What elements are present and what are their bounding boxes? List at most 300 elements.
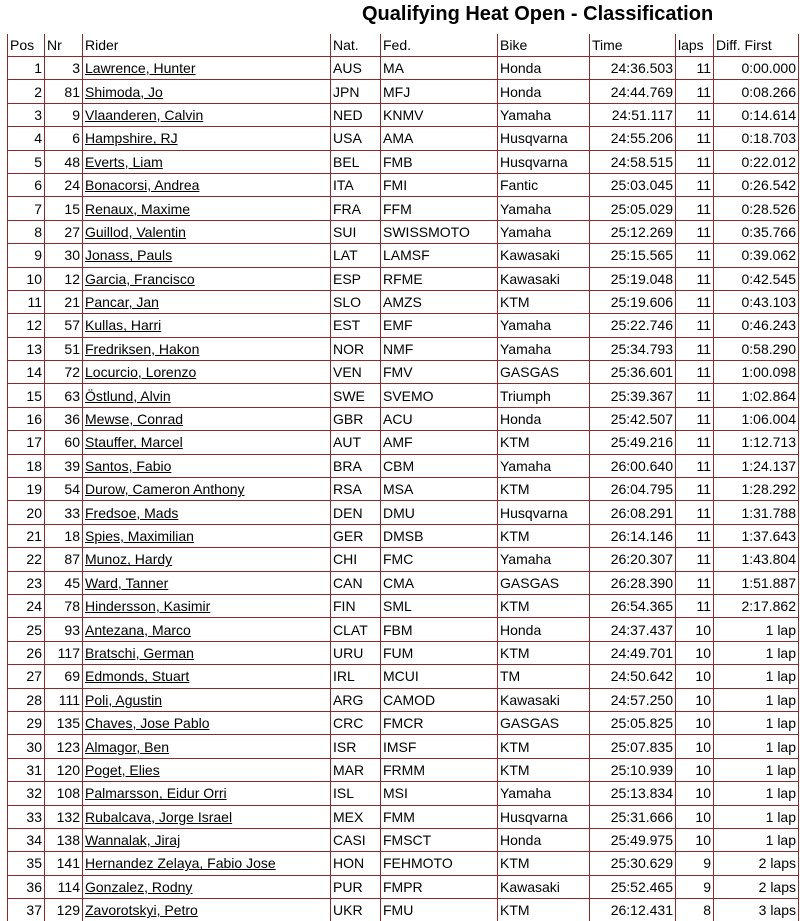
cell-nat: CLAT bbox=[331, 617, 381, 640]
cell-fed: FMU bbox=[381, 898, 498, 921]
cell-nat: LAT bbox=[331, 243, 381, 266]
table-row bbox=[7, 290, 799, 313]
cell-diff: 1 lap bbox=[714, 688, 799, 711]
cell-pos: 9 bbox=[7, 243, 45, 266]
cell-fed: RFME bbox=[381, 267, 498, 290]
rider-link[interactable]: Almagor, Ben bbox=[85, 738, 170, 755]
table-row bbox=[7, 641, 799, 664]
cell-time: 25:31.666 bbox=[590, 805, 676, 828]
table-row bbox=[7, 524, 799, 547]
cell-diff: 1:51.887 bbox=[714, 571, 799, 594]
cell-nr: 135 bbox=[45, 711, 83, 734]
cell-diff: 0:35.766 bbox=[714, 220, 799, 243]
cell-bike: Yamaha bbox=[498, 547, 590, 570]
cell-diff: 1:31.788 bbox=[714, 500, 799, 523]
table-row bbox=[7, 477, 799, 500]
cell-time: 26:28.390 bbox=[590, 571, 676, 594]
table-row bbox=[7, 688, 799, 711]
cell-laps: 10 bbox=[676, 664, 714, 687]
cell-nr: 123 bbox=[45, 734, 83, 757]
cell-laps: 11 bbox=[676, 430, 714, 453]
cell-pos: 33 bbox=[7, 805, 45, 828]
cell-fed: DMSB bbox=[381, 524, 498, 547]
cell-nat: NED bbox=[331, 103, 381, 126]
cell-fed: AMZS bbox=[381, 290, 498, 313]
cell-nr: 18 bbox=[45, 524, 83, 547]
cell-nat: AUT bbox=[331, 430, 381, 453]
rider-link[interactable]: Hampshire, RJ bbox=[85, 130, 178, 147]
cell-bike: Kawasaki bbox=[498, 267, 590, 290]
col-header-pos: Pos bbox=[7, 34, 45, 56]
cell-nr: 111 bbox=[45, 688, 83, 711]
cell-time: 25:15.565 bbox=[590, 243, 676, 266]
cell-diff: 1:43.804 bbox=[714, 547, 799, 570]
cell-pos: 12 bbox=[7, 313, 45, 336]
table-row bbox=[7, 571, 799, 594]
cell-fed: IMSF bbox=[381, 734, 498, 757]
cell-laps: 11 bbox=[676, 56, 714, 79]
cell-laps: 11 bbox=[676, 150, 714, 173]
cell-rider bbox=[83, 196, 331, 219]
cell-rider bbox=[83, 173, 331, 196]
cell-time: 24:49.701 bbox=[590, 641, 676, 664]
rider-link[interactable]: Shimoda, Jo bbox=[85, 83, 163, 100]
cell-fed: FMI bbox=[381, 173, 498, 196]
cell-time: 24:37.437 bbox=[590, 617, 676, 640]
cell-bike: Yamaha bbox=[498, 103, 590, 126]
cell-nr: 3 bbox=[45, 56, 83, 79]
cell-fed: SWISSMOTO bbox=[381, 220, 498, 243]
cell-bike: KTM bbox=[498, 430, 590, 453]
cell-bike: Honda bbox=[498, 56, 590, 79]
rider-link[interactable]: Ward, Tanner bbox=[85, 574, 169, 591]
cell-pos: 10 bbox=[7, 267, 45, 290]
cell-nat: HON bbox=[331, 851, 381, 874]
cell-diff: 1 lap bbox=[714, 758, 799, 781]
cell-pos: 30 bbox=[7, 734, 45, 757]
cell-nat: ARG bbox=[331, 688, 381, 711]
cell-laps: 11 bbox=[676, 594, 714, 617]
cell-nat: CHI bbox=[331, 547, 381, 570]
rider-link[interactable]: Locurcio, Lorenzo bbox=[85, 364, 197, 381]
cell-fed: FRMM bbox=[381, 758, 498, 781]
cell-bike: Husqvarna bbox=[498, 150, 590, 173]
cell-pos: 3 bbox=[7, 103, 45, 126]
table-row bbox=[7, 79, 799, 102]
cell-pos: 28 bbox=[7, 688, 45, 711]
cell-nr: 120 bbox=[45, 758, 83, 781]
cell-pos: 7 bbox=[7, 196, 45, 219]
rider-link[interactable]: Rubalcava, Jorge Israel bbox=[85, 808, 233, 825]
cell-fed: FEHMOTO bbox=[381, 851, 498, 874]
cell-time: 25:39.367 bbox=[590, 383, 676, 406]
cell-time: 25:19.048 bbox=[590, 267, 676, 290]
rider-link[interactable]: Fredsoe, Mads bbox=[85, 504, 179, 521]
cell-nr: 117 bbox=[45, 641, 83, 664]
cell-diff: 0:42.545 bbox=[714, 267, 799, 290]
cell-pos: 17 bbox=[7, 430, 45, 453]
cell-laps: 11 bbox=[676, 290, 714, 313]
cell-bike: GASGAS bbox=[498, 571, 590, 594]
cell-time: 25:49.216 bbox=[590, 430, 676, 453]
cell-laps: 11 bbox=[676, 173, 714, 196]
cell-laps: 8 bbox=[676, 898, 714, 921]
cell-fed: FMCR bbox=[381, 711, 498, 734]
cell-rider bbox=[83, 734, 331, 757]
cell-fed: NMF bbox=[381, 337, 498, 360]
cell-nat: BRA bbox=[331, 454, 381, 477]
cell-diff: 0:28.526 bbox=[714, 196, 799, 219]
rider-link[interactable]: Gonzalez, Rodny bbox=[85, 878, 193, 895]
cell-diff: 1 lap bbox=[714, 711, 799, 734]
cell-rider bbox=[83, 360, 331, 383]
cell-pos: 34 bbox=[7, 828, 45, 851]
cell-rider bbox=[83, 711, 331, 734]
cell-nr: 33 bbox=[45, 500, 83, 523]
cell-fed: SML bbox=[381, 594, 498, 617]
cell-time: 24:55.206 bbox=[590, 126, 676, 149]
cell-rider bbox=[83, 243, 331, 266]
cell-nat: DEN bbox=[331, 500, 381, 523]
cell-laps: 11 bbox=[676, 337, 714, 360]
cell-time: 25:34.793 bbox=[590, 337, 676, 360]
cell-fed: FMPR bbox=[381, 875, 498, 898]
cell-laps: 11 bbox=[676, 524, 714, 547]
rider-link[interactable]: Vlaanderen, Calvin bbox=[85, 106, 204, 123]
cell-laps: 9 bbox=[676, 875, 714, 898]
table-row bbox=[7, 664, 799, 687]
cell-fed: MSA bbox=[381, 477, 498, 500]
cell-laps: 11 bbox=[676, 243, 714, 266]
cell-bike: GASGAS bbox=[498, 711, 590, 734]
cell-rider bbox=[83, 828, 331, 851]
cell-laps: 11 bbox=[676, 571, 714, 594]
table-row bbox=[7, 103, 799, 126]
cell-bike: Yamaha bbox=[498, 781, 590, 804]
col-header-nat: Nat. bbox=[331, 34, 381, 56]
rider-link[interactable]: Everts, Liam bbox=[85, 153, 163, 170]
cell-pos: 20 bbox=[7, 500, 45, 523]
cell-rider bbox=[83, 454, 331, 477]
rider-link[interactable]: Durow, Cameron Anthony bbox=[85, 481, 245, 498]
cell-pos: 18 bbox=[7, 454, 45, 477]
cell-time: 25:36.601 bbox=[590, 360, 676, 383]
cell-nat: BEL bbox=[331, 150, 381, 173]
cell-nat: GER bbox=[331, 524, 381, 547]
cell-pos: 27 bbox=[7, 664, 45, 687]
cell-bike: KTM bbox=[498, 594, 590, 617]
cell-time: 24:36.503 bbox=[590, 56, 676, 79]
cell-fed: SVEMO bbox=[381, 383, 498, 406]
rider-link[interactable]: Edmonds, Stuart bbox=[85, 668, 190, 685]
cell-rider bbox=[83, 477, 331, 500]
rider-link[interactable]: Zavorotskyi, Petro bbox=[85, 902, 198, 919]
cell-nat: ISR bbox=[331, 734, 381, 757]
cell-time: 25:03.045 bbox=[590, 173, 676, 196]
cell-time: 26:00.640 bbox=[590, 454, 676, 477]
cell-pos: 29 bbox=[7, 711, 45, 734]
cell-nat: FIN bbox=[331, 594, 381, 617]
cell-fed: MFJ bbox=[381, 79, 498, 102]
cell-bike: Honda bbox=[498, 407, 590, 430]
cell-diff: 2 laps bbox=[714, 875, 799, 898]
rider-link[interactable]: Jonass, Pauls bbox=[85, 247, 173, 264]
table-row bbox=[7, 734, 799, 757]
cell-rider bbox=[83, 851, 331, 874]
cell-nr: 24 bbox=[45, 173, 83, 196]
cell-fed: MSI bbox=[381, 781, 498, 804]
table-row bbox=[7, 267, 799, 290]
cell-fed: LAMSF bbox=[381, 243, 498, 266]
cell-diff: 0:39.062 bbox=[714, 243, 799, 266]
cell-laps: 10 bbox=[676, 641, 714, 664]
cell-laps: 11 bbox=[676, 220, 714, 243]
cell-pos: 19 bbox=[7, 477, 45, 500]
table-row bbox=[7, 220, 799, 243]
table-row bbox=[7, 781, 799, 804]
rider-link[interactable]: Poli, Agustin bbox=[85, 691, 163, 708]
cell-bike: Honda bbox=[498, 79, 590, 102]
cell-diff: 0:26.542 bbox=[714, 173, 799, 196]
cell-time: 25:05.029 bbox=[590, 196, 676, 219]
cell-time: 26:08.291 bbox=[590, 500, 676, 523]
cell-nat: SWE bbox=[331, 383, 381, 406]
rider-link[interactable]: Santos, Fabio bbox=[85, 457, 172, 474]
table-row bbox=[7, 851, 799, 874]
table-row bbox=[7, 173, 799, 196]
cell-nat: RSA bbox=[331, 477, 381, 500]
cell-diff: 1 lap bbox=[714, 781, 799, 804]
table-row bbox=[7, 360, 799, 383]
cell-bike: KTM bbox=[498, 898, 590, 921]
cell-bike: Yamaha bbox=[498, 313, 590, 336]
col-header-time: Time bbox=[590, 34, 676, 56]
cell-rider bbox=[83, 594, 331, 617]
cell-pos: 32 bbox=[7, 781, 45, 804]
cell-time: 25:10.939 bbox=[590, 758, 676, 781]
cell-time: 25:30.629 bbox=[590, 851, 676, 874]
cell-rider bbox=[83, 524, 331, 547]
table-row bbox=[7, 407, 799, 430]
rider-link[interactable]: Wannalak, Jiraj bbox=[85, 832, 181, 849]
cell-diff: 0:08.266 bbox=[714, 79, 799, 102]
cell-bike: KTM bbox=[498, 734, 590, 757]
table-row bbox=[7, 313, 799, 336]
cell-nat: MEX bbox=[331, 805, 381, 828]
cell-rider bbox=[83, 337, 331, 360]
cell-nr: 12 bbox=[45, 267, 83, 290]
cell-laps: 10 bbox=[676, 711, 714, 734]
table-row bbox=[7, 150, 799, 173]
cell-laps: 11 bbox=[676, 407, 714, 430]
cell-diff: 1:28.292 bbox=[714, 477, 799, 500]
cell-bike: KTM bbox=[498, 641, 590, 664]
table-row bbox=[7, 243, 799, 266]
cell-fed: FBM bbox=[381, 617, 498, 640]
rider-link[interactable]: Lawrence, Hunter bbox=[85, 60, 196, 77]
cell-bike: KTM bbox=[498, 290, 590, 313]
rider-link[interactable]: Fredriksen, Hakon bbox=[85, 340, 200, 357]
cell-nat: CASI bbox=[331, 828, 381, 851]
cell-nat: PUR bbox=[331, 875, 381, 898]
cell-time: 25:49.975 bbox=[590, 828, 676, 851]
cell-fed: FUM bbox=[381, 641, 498, 664]
cell-fed: CMA bbox=[381, 571, 498, 594]
cell-diff: 0:00.000 bbox=[714, 56, 799, 79]
cell-nr: 15 bbox=[45, 196, 83, 219]
cell-laps: 11 bbox=[676, 267, 714, 290]
cell-fed: MA bbox=[381, 56, 498, 79]
classification-table bbox=[7, 34, 799, 921]
col-header-bike: Bike bbox=[498, 34, 590, 56]
cell-time: 25:22.746 bbox=[590, 313, 676, 336]
rider-link[interactable]: Guillod, Valentin bbox=[85, 223, 186, 240]
cell-diff: 2 laps bbox=[714, 851, 799, 874]
cell-laps: 10 bbox=[676, 734, 714, 757]
cell-time: 24:58.515 bbox=[590, 150, 676, 173]
cell-rider bbox=[83, 664, 331, 687]
rider-link[interactable]: Stauffer, Marcel bbox=[85, 434, 183, 451]
cell-nat: EST bbox=[331, 313, 381, 336]
cell-nr: 81 bbox=[45, 79, 83, 102]
rider-link[interactable]: Mewse, Conrad bbox=[85, 411, 184, 428]
rider-link[interactable]: Palmarsson, Eidur Orri bbox=[85, 785, 227, 802]
cell-nat: ISL bbox=[331, 781, 381, 804]
col-header-rider: Rider bbox=[83, 34, 331, 56]
cell-pos: 25 bbox=[7, 617, 45, 640]
cell-nr: 39 bbox=[45, 454, 83, 477]
cell-bike: Kawasaki bbox=[498, 243, 590, 266]
cell-rider bbox=[83, 56, 331, 79]
rider-link[interactable]: Hernandez Zelaya, Fabio Jose bbox=[85, 855, 276, 872]
cell-rider bbox=[83, 547, 331, 570]
cell-rider bbox=[83, 383, 331, 406]
cell-diff: 0:43.103 bbox=[714, 290, 799, 313]
table-row bbox=[7, 758, 799, 781]
cell-fed: KNMV bbox=[381, 103, 498, 126]
table-row bbox=[7, 56, 799, 79]
cell-pos: 21 bbox=[7, 524, 45, 547]
cell-rider bbox=[83, 781, 331, 804]
cell-bike: Yamaha bbox=[498, 220, 590, 243]
cell-time: 26:12.431 bbox=[590, 898, 676, 921]
cell-laps: 11 bbox=[676, 103, 714, 126]
cell-nr: 60 bbox=[45, 430, 83, 453]
cell-diff: 0:46.243 bbox=[714, 313, 799, 336]
cell-nat: VEN bbox=[331, 360, 381, 383]
rider-link[interactable]: Chaves, Jose Pablo bbox=[85, 715, 210, 732]
cell-time: 26:04.795 bbox=[590, 477, 676, 500]
rider-link[interactable]: Spies, Maximilian bbox=[85, 528, 194, 544]
cell-nr: 78 bbox=[45, 594, 83, 617]
cell-bike: Husqvarna bbox=[498, 126, 590, 149]
cell-rider bbox=[83, 150, 331, 173]
cell-rider bbox=[83, 898, 331, 921]
cell-pos: 26 bbox=[7, 641, 45, 664]
cell-laps: 10 bbox=[676, 781, 714, 804]
cell-fed: FMC bbox=[381, 547, 498, 570]
rider-link[interactable]: Pancar, Jan bbox=[85, 294, 159, 311]
rider-link[interactable]: Kullas, Harri bbox=[85, 317, 162, 334]
cell-bike: Kawasaki bbox=[498, 688, 590, 711]
page-title: Qualifying Heat Open - Classification bbox=[362, 3, 714, 25]
cell-fed: FMV bbox=[381, 360, 498, 383]
cell-bike: KTM bbox=[498, 477, 590, 500]
cell-laps: 11 bbox=[676, 547, 714, 570]
cell-fed: AMF bbox=[381, 430, 498, 453]
cell-nr: 87 bbox=[45, 547, 83, 570]
cell-pos: 11 bbox=[7, 290, 45, 313]
cell-pos: 35 bbox=[7, 851, 45, 874]
cell-pos: 22 bbox=[7, 547, 45, 570]
cell-nr: 114 bbox=[45, 875, 83, 898]
cell-laps: 11 bbox=[676, 383, 714, 406]
rider-link[interactable]: Bonacorsi, Andrea bbox=[85, 177, 200, 194]
cell-time: 24:51.117 bbox=[590, 103, 676, 126]
cell-nat: IRL bbox=[331, 664, 381, 687]
cell-pos: 36 bbox=[7, 875, 45, 898]
rider-link[interactable]: Garcia, Francisco bbox=[85, 270, 195, 287]
cell-nat: CRC bbox=[331, 711, 381, 734]
cell-laps: 11 bbox=[676, 454, 714, 477]
cell-laps: 11 bbox=[676, 313, 714, 336]
cell-laps: 11 bbox=[676, 477, 714, 500]
cell-rider bbox=[83, 758, 331, 781]
rider-link[interactable]: Poget, Elies bbox=[85, 761, 160, 778]
cell-nat: AUS bbox=[331, 56, 381, 79]
cell-time: 25:07.835 bbox=[590, 734, 676, 757]
cell-nr: 36 bbox=[45, 407, 83, 430]
cell-fed: CAMOD bbox=[381, 688, 498, 711]
table-row bbox=[7, 617, 799, 640]
rider-link[interactable]: Östlund, Alvin bbox=[85, 387, 171, 404]
cell-nr: 51 bbox=[45, 337, 83, 360]
cell-time: 24:44.769 bbox=[590, 79, 676, 102]
cell-nr: 108 bbox=[45, 781, 83, 804]
cell-bike: KTM bbox=[498, 758, 590, 781]
cell-diff: 0:14.614 bbox=[714, 103, 799, 126]
cell-nat: SUI bbox=[331, 220, 381, 243]
cell-nat: MAR bbox=[331, 758, 381, 781]
rider-link[interactable]: Munoz, Hardy bbox=[85, 551, 173, 568]
cell-pos: 15 bbox=[7, 383, 45, 406]
cell-nr: 63 bbox=[45, 383, 83, 406]
cell-nr: 138 bbox=[45, 828, 83, 851]
cell-nat: NOR bbox=[331, 337, 381, 360]
cell-nat: ESP bbox=[331, 267, 381, 290]
cell-nr: 30 bbox=[45, 243, 83, 266]
cell-laps: 10 bbox=[676, 617, 714, 640]
rider-link[interactable]: Bratschi, German bbox=[85, 644, 194, 661]
cell-time: 25:05.825 bbox=[590, 711, 676, 734]
cell-nr: 129 bbox=[45, 898, 83, 921]
cell-time: 25:52.465 bbox=[590, 875, 676, 898]
rider-link[interactable]: Renaux, Maxime bbox=[85, 200, 191, 217]
rider-link[interactable]: Hindersson, Kasimir bbox=[85, 598, 211, 615]
cell-diff: 1:00.098 bbox=[714, 360, 799, 383]
cell-pos: 1 bbox=[7, 56, 45, 79]
rider-link[interactable]: Antezana, Marco bbox=[85, 621, 191, 638]
cell-rider bbox=[83, 313, 331, 336]
cell-bike: Kawasaki bbox=[498, 875, 590, 898]
cell-rider bbox=[83, 103, 331, 126]
cell-time: 24:50.642 bbox=[590, 664, 676, 687]
cell-bike: Triumph bbox=[498, 383, 590, 406]
cell-rider bbox=[83, 290, 331, 313]
cell-diff: 1 lap bbox=[714, 664, 799, 687]
col-header-fed: Fed. bbox=[381, 34, 498, 56]
table-row bbox=[7, 594, 799, 617]
